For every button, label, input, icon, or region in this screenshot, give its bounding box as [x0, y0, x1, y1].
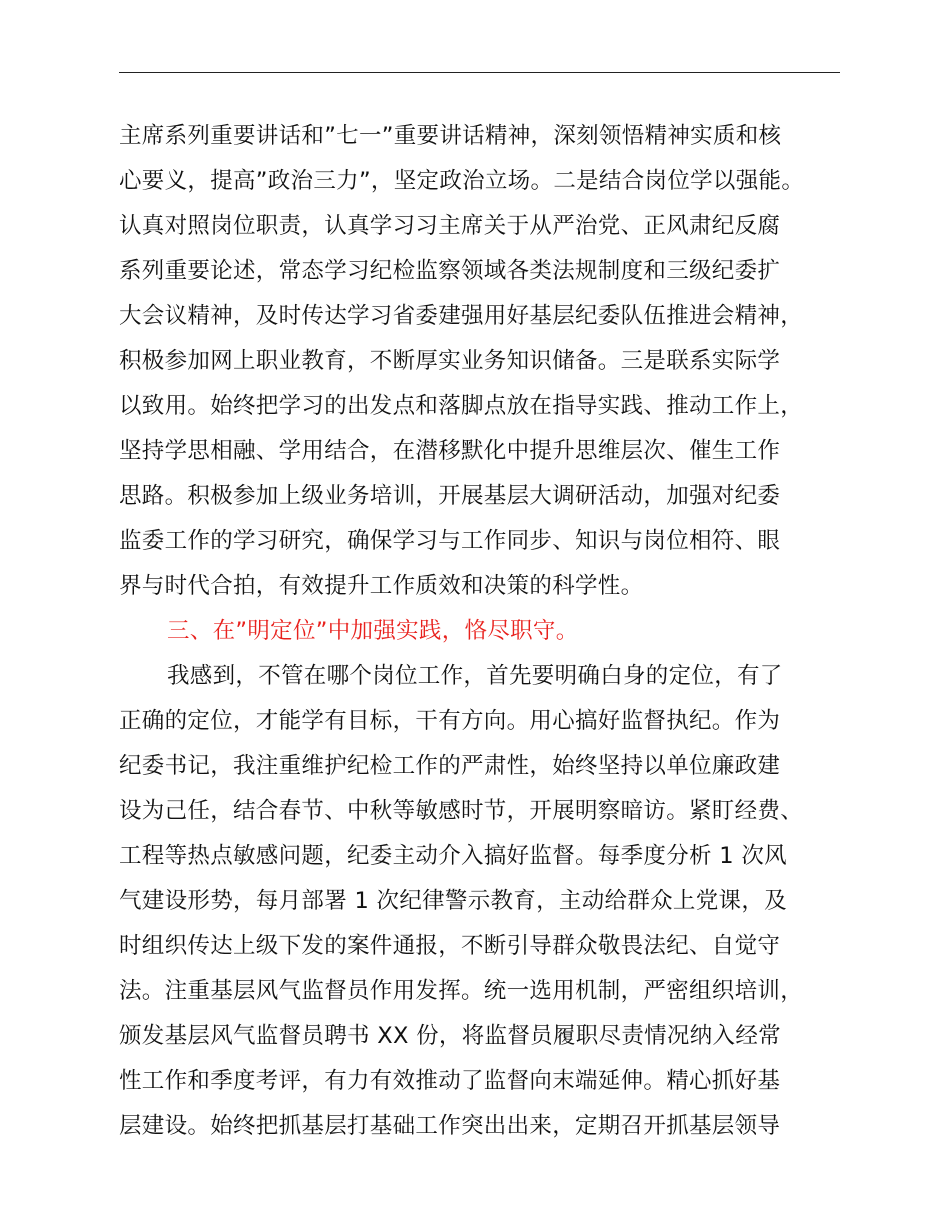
text-line: 纪委书记，我注重维护纪检工作的严肃性，始终坚持以单位廉政建 [119, 753, 781, 779]
text-line: 层建设。始终把抓基层打基础工作突出出来，定期召开抓基层领导 [119, 1113, 781, 1139]
text-line: 颁发基层风气监督员聘书 XX 份，将监督员履职尽责情况纳入经常 [119, 1023, 781, 1049]
text-line: 法。注重基层风气监督员作用发挥。统一选用机制，严密组织培训， [119, 978, 804, 1004]
text-line: 主席系列重要讲话和”七一”重要讲话精神，深刻领悟精神实质和核 [119, 123, 782, 149]
text-line: 气建设形势，每月部署 1 次纪律警示教育，主动给群众上党课，及 [119, 888, 787, 914]
text-line: 性工作和季度考评，有力有效推动了监督向末端延伸。精心抓好基 [119, 1068, 781, 1094]
text-line: 时组织传达上级下发的案件通报，不断引导群众敬畏法纪、自觉守 [119, 933, 781, 959]
text-line: 思路。积极参加上级业务培训，开展基层大调研活动，加强对纪委 [119, 483, 781, 509]
text-line: 系列重要论述，常态学习纪检监察领域各类法规制度和三级纪委扩 [119, 258, 781, 284]
paragraph-first-line: 我感到，不管在哪个岗位工作，首先要明确白身的定位，有了 [167, 663, 783, 689]
text-line: 工程等热点敏感问题，纪委主动介入搞好监督。每季度分析 1 次风 [119, 843, 787, 869]
text-line: 大会议精神，及时传达学习省委建强用好基层纪委队伍推进会精神， [119, 303, 804, 329]
section-heading: 三、在”明定位”中加强实践，恪尽职守。 [167, 618, 579, 644]
text-line: 以致用。始终把学习的出发点和落脚点放在指导实践、推动工作上， [119, 393, 804, 419]
text-line: 积极参加网上职业教育，不断厚实业务知识储备。三是联系实际学 [119, 348, 781, 374]
text-line: 设为己任，结合春节、中秋等敏感时节，开展明察暗访。紧盯经费、 [119, 798, 804, 824]
text-line: 心要义，提高”政治三力”，坚定政治立场。二是结合岗位学以强能。 [119, 168, 805, 194]
text-line: 认真对照岗位职责，认真学习习主席关于从严治党、正风肃纪反腐 [119, 213, 781, 239]
text-line: 界与时代合拍，有效提升工作质效和决策的科学性。 [119, 573, 644, 599]
header-rule [119, 72, 840, 73]
text-line: 正确的定位，才能学有目标，干有方向。用心搞好监督执纪。作为 [119, 708, 781, 734]
text-line: 监委工作的学习研究，确保学习与工作同步、知识与岗位相符、眼 [119, 528, 781, 554]
text-line: 坚持学思相融、学用结合，在潜移默化中提升思维层次、催生工作 [119, 438, 781, 464]
